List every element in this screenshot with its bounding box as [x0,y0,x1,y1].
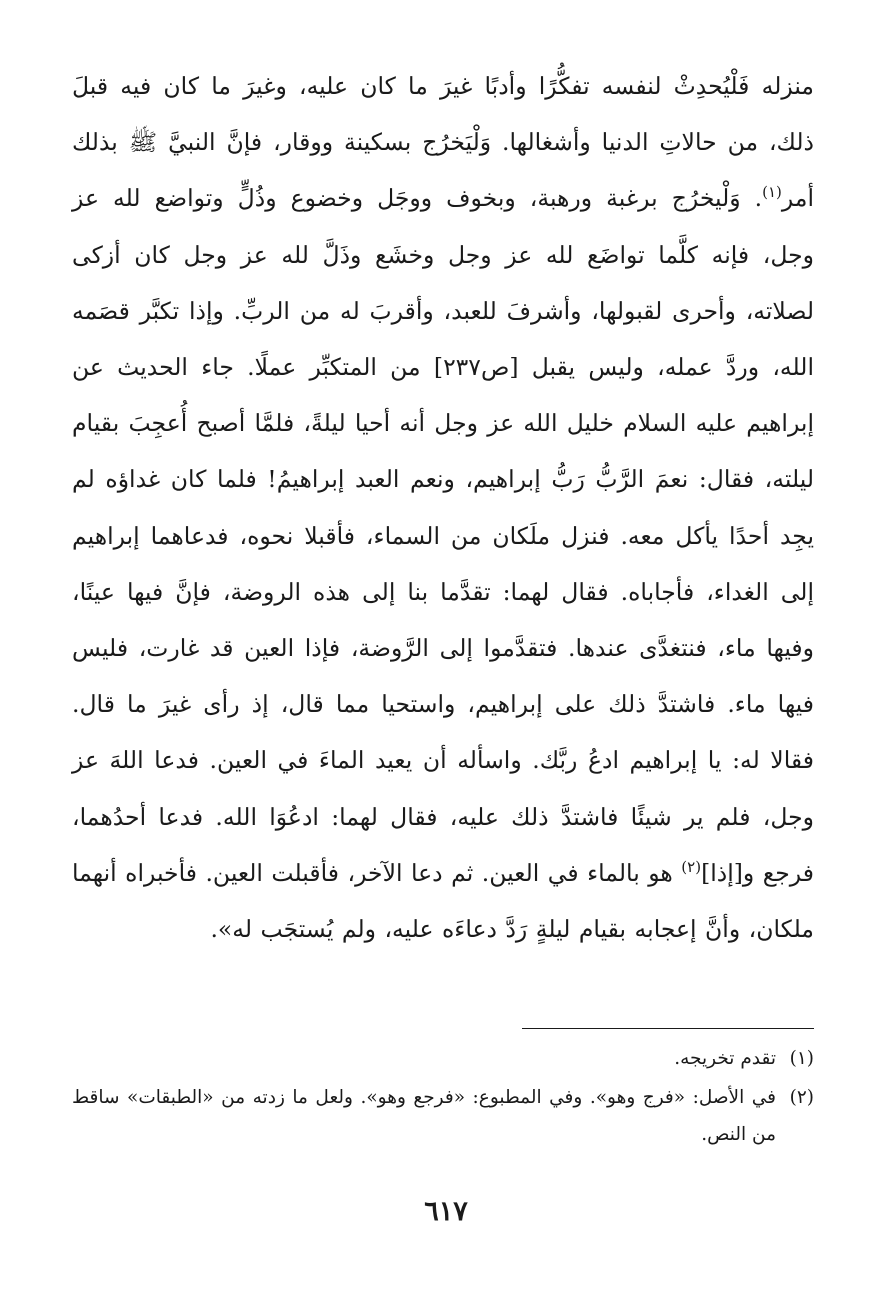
footnote-2 [72,1079,814,1153]
footnote-reference-1: (١) [762,183,782,202]
footnote-reference-2: (٢) [681,858,702,877]
footnote-2-text: في الأصل: «فرج وهو». وفي المطبوع: «فرجع وهو». ولعل ما زدته من «الطبقات» ساقط من النص. [72,1087,776,1145]
footnote-1 [72,1040,814,1077]
footnote-separator-line [522,1028,814,1029]
footnote-1-number: (١) [789,1048,814,1069]
paragraph-text-part-2: . وَلْيخرُج برغبة ورهبة، وبخوف ووجَل وخضوع وذُلٍّ وتواضع لله عز وجل، فإنه كلَّما تواضَع لله عز وجل وخشَع وذَلَّ لله عز وجل كان أزكى لصلاته، وأحرى لقبولها، وأشرفَ للعبد، وأقربَ له من الربِّ. وإذا تكبَّر قصَمه الله، وردَّ عمله، وليس يقبل [ص٢٣٧] من المتكبِّر عملًا. جاء الحديث عن إبراهيم عليه السلام خليل الله عز وجل أنه أحيا ليلةً، فلمَّا أصبح أُعجِبَ بقيام ليلته، فقال: نعمَ الرَّبُّ رَبُّ إبراهيم، ونعم العبد إبراهيمُ! فلما كان غداؤه لم يجِد أحدًا يأكل معه. فنزل ملَكان من السماء، فأقبلا نحوه، فدعاهما إبراهيم إلى الغداء، فأجاباه. فقال لهما: تقدَّما بنا إلى هذه الروضة، فإنَّ فيها عينًا، وفيها ماء، فنتغدَّى عندها. فتقدَّموا إلى الرَّوضة، فإذا العين قد غارت، فليس فيها ماء. فاشتدَّ ذلك على إبراهيم، واستحيا مما قال، إذ رأى غيرَ ما قال. فقالا له: يا إبراهيم ادعُ ربَّك. واسأله أن يعيد الماءَ في العين. فدعا اللهَ عز وجل، فلم ير شيئًا فاشتدَّ ذلك عليه، فقال لهما: ادعُوَا الله. فدعا أحدُهما، فرجع و[إذا] [72,184,814,887]
page-number: ٦١٧ [424,1196,468,1227]
footnote-1-text: تقدم تخريجه. [674,1048,776,1069]
body-paragraph [72,58,814,957]
main-text-block [72,58,814,957]
paragraph-text-part-1: منزله فَلْيُحدِثْ لنفسه تفكُّرًا وأدبًا غيرَ ما كان عليه، وغيرَ ما كان فيه قبلَ ذلك، من حالاتِ الدنيا وأشغالها. وَلْيَخرُج بسكينة ووقار، فإنَّ النبيَّ ﷺ بذلك أمر [72,72,814,213]
paragraph-text-part-3: هو بالماء في العين. ثم دعا الآخر، فأقبلت العين. فأخبراه أنهما ملكان، وأنَّ إعجابه بقيام ليلةٍ رَدَّ دعاءَه عليه، ولم يُستجَب له». [72,858,814,944]
footnotes-section [72,1040,814,1155]
footnote-2-number: (٢) [789,1087,814,1108]
